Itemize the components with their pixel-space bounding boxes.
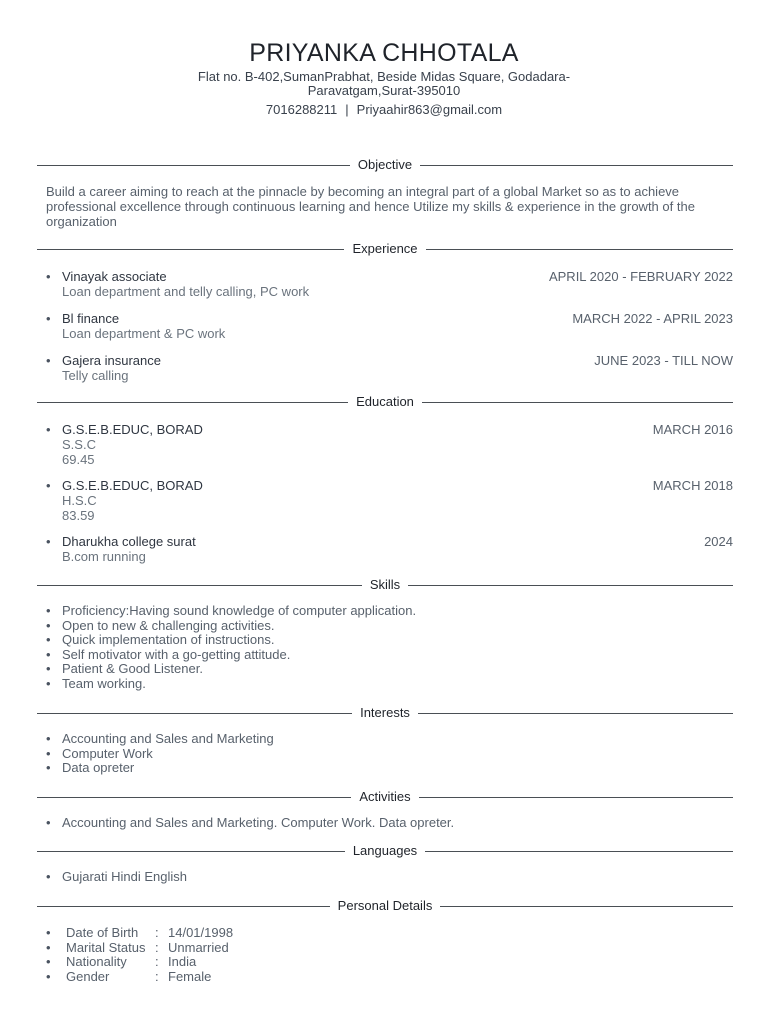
bullet-icon: •: [46, 311, 51, 326]
section-header-skills: [37, 577, 733, 593]
email-address: Priyaahir863@gmail.com: [356, 102, 503, 117]
experience-role: Loan department & PC work: [62, 326, 226, 341]
detail-value: India: [168, 954, 197, 970]
detail-colon: :: [155, 954, 159, 970]
divider-line: [37, 797, 351, 798]
personal-detail-row: [46, 970, 546, 985]
personal-detail-row: [46, 955, 546, 970]
education-score: 83.59: [62, 508, 95, 523]
experience-role: Telly calling: [62, 368, 129, 383]
experience-company: Gajera insurance: [62, 353, 161, 368]
education-date: 2024: [704, 534, 733, 549]
phone-number: 7016288211: [265, 102, 338, 117]
experience-company: Vinayak associate: [62, 269, 167, 284]
section-header-objective: [37, 157, 733, 173]
divider-line: [418, 713, 733, 714]
list-item: • Gujarati Hindi English: [46, 870, 736, 885]
detail-label: • Marital Status: [66, 939, 146, 955]
section-title-activities: Activities: [359, 789, 411, 804]
section-title-languages: Languages: [352, 843, 418, 858]
education-institution: G.S.E.B.EDUC, BORAD: [62, 478, 203, 493]
divider-line: [37, 249, 344, 250]
divider-line: [440, 906, 733, 907]
skills-list: [46, 604, 736, 692]
section-header-interests: [37, 705, 733, 721]
divider-line: [37, 713, 352, 714]
contact-separator: |: [345, 102, 349, 117]
education-institution: G.S.E.B.EDUC, BORAD: [62, 422, 203, 437]
detail-colon: :: [155, 968, 159, 984]
personal-details-list: [46, 926, 546, 984]
personal-detail-row: [46, 926, 546, 941]
divider-line: [37, 165, 350, 166]
bullet-icon: •: [46, 269, 51, 284]
section-title-objective: Objective: [357, 157, 413, 172]
list-item: • Open to new & challenging activities.: [46, 619, 736, 634]
section-header-personal-details: [37, 898, 733, 914]
objective-text: Build a career aiming to reach at the pinnacle by becoming an integral part of a global Market so as to achieve professional excellence through continuous learning and hence Utilize my skills & experience in the growth of the organization: [46, 184, 695, 229]
education-qualification: H.S.C: [62, 493, 97, 508]
list-item: • Self motivator with a go-getting attitude.: [46, 648, 736, 663]
experience-date: MARCH 2022 - APRIL 2023: [572, 311, 733, 326]
divider-line: [422, 402, 733, 403]
list-item: • Computer Work: [46, 747, 736, 762]
detail-colon: :: [155, 939, 159, 955]
divider-line: [426, 249, 733, 250]
detail-value: Unmarried: [168, 939, 229, 955]
candidate-name: PRIYANKA CHHOTALA: [249, 39, 519, 67]
detail-label: • Gender: [66, 968, 110, 984]
section-header-activities: [37, 789, 733, 805]
divider-line: [37, 851, 345, 852]
section-title-education: Education: [356, 394, 414, 409]
divider-line: [408, 585, 733, 586]
education-institution: Dharukha college surat: [62, 534, 196, 549]
list-item: • Team working.: [46, 677, 736, 692]
divider-line: [419, 797, 733, 798]
list-item: • Accounting and Sales and Marketing. Computer Work. Data opreter.: [46, 816, 736, 831]
detail-label: • Nationality: [66, 954, 127, 970]
divider-line: [37, 402, 348, 403]
divider-line: [37, 585, 362, 586]
list-item: • Patient & Good Listener.: [46, 662, 736, 677]
experience-company: Bl finance: [62, 311, 120, 326]
divider-line: [425, 851, 733, 852]
section-title-skills: Skills: [369, 577, 401, 592]
divider-line: [37, 906, 330, 907]
section-title-personal-details: Personal Details: [337, 898, 433, 913]
list-item: • Proficiency:Having sound knowledge of computer application.: [46, 604, 736, 619]
personal-detail-row: [46, 941, 546, 956]
candidate-address: Flat no. B-402,SumanPrabhat, Beside Midas Square, Godadara-Paravatgam,Surat-395010: [197, 69, 571, 98]
list-item: • Accounting and Sales and Marketing: [46, 732, 736, 747]
interests-list: [46, 732, 736, 776]
activities-list: [46, 816, 736, 831]
bullet-icon: •: [46, 534, 51, 549]
section-header-education: [37, 394, 733, 410]
contact-line: [0, 102, 768, 118]
bullet-icon: •: [46, 478, 51, 493]
section-title-interests: Interests: [360, 705, 410, 720]
detail-label: • Date of Birth: [66, 925, 139, 940]
bullet-icon: •: [46, 353, 51, 368]
languages-list: [46, 870, 736, 885]
detail-value: 14/01/1998: [168, 925, 234, 940]
section-header-experience: [37, 241, 733, 257]
section-title-experience: Experience: [352, 241, 418, 256]
detail-value: Female: [168, 968, 212, 984]
experience-date: JUNE 2023 - TILL NOW: [594, 353, 733, 368]
bullet-icon: •: [46, 422, 51, 437]
divider-line: [420, 165, 733, 166]
list-item: • Quick implementation of instructions.: [46, 633, 736, 648]
education-date: MARCH 2018: [652, 478, 733, 493]
education-score: 69.45: [62, 452, 95, 467]
education-qualification: B.com running: [62, 549, 146, 564]
experience-role: Loan department and telly calling, PC work: [62, 284, 310, 299]
experience-date: APRIL 2020 - FEBRUARY 2022: [548, 269, 733, 284]
section-header-languages: [37, 843, 733, 859]
list-item: • Data opreter: [46, 761, 736, 776]
education-qualification: S.S.C: [62, 437, 96, 452]
education-date: MARCH 2016: [652, 422, 733, 437]
detail-colon: :: [155, 925, 159, 940]
